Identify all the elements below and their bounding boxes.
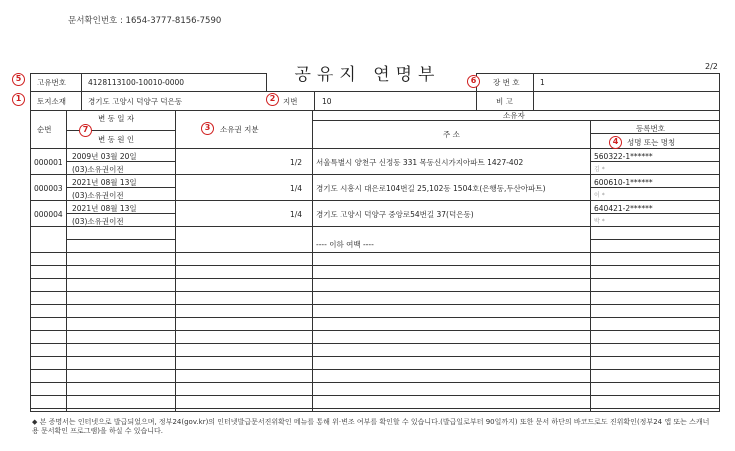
- grid-line: [30, 252, 720, 253]
- annotation-badge-4: 4: [609, 136, 622, 149]
- grid-line: [66, 317, 175, 318]
- row-cause: (03)소유권이전: [72, 217, 124, 226]
- annotation-badge-6: 6: [467, 75, 480, 88]
- grid-line: [66, 343, 175, 344]
- row-name: 김 *: [594, 166, 605, 173]
- annotation-badge-7: 7: [79, 124, 92, 137]
- grid-line: [30, 200, 720, 201]
- col-seq: 순번: [37, 125, 52, 134]
- sheet-value: 1: [540, 78, 545, 87]
- grid-line: [66, 369, 175, 370]
- unique-no-label: 고유번호: [37, 78, 66, 87]
- row-date: 2021년 08월 13일: [72, 178, 137, 187]
- row-reg-no: 560322-1******: [594, 152, 653, 161]
- row-address: 경기도 고양시 덕양구 중앙로54번길 37(덕은동): [316, 210, 474, 219]
- document-check-number: 문서확인번호 : 1654-3777-8156-7590: [68, 16, 222, 26]
- row-name: 박 *: [594, 218, 605, 225]
- annotation-badge-1: 1: [12, 93, 25, 106]
- annotation-badge-5: 5: [12, 73, 25, 86]
- row-date: 2021년 08월 13일: [72, 204, 137, 213]
- grid-line: [66, 161, 175, 162]
- grid-line: [66, 239, 175, 240]
- grid-line: [590, 291, 719, 292]
- row-cause: (03)소유권이전: [72, 191, 124, 200]
- end-of-list-note: ---- 이하 여백 ----: [316, 240, 374, 249]
- row-share: 1/4: [290, 184, 303, 193]
- grid-line: [30, 174, 720, 175]
- lot-value: 10: [322, 97, 332, 106]
- row-seq: 000003: [34, 184, 63, 193]
- sheet-label: 장 번 호: [493, 78, 520, 87]
- location-value: 경기도 고양시 덕양구 덕은동: [88, 97, 183, 106]
- grid-line: [66, 265, 175, 266]
- row-address: 서울특별시 양천구 신정동 331 목동신시가지아파트 1427-402: [316, 158, 524, 167]
- row-reg-no: 600610-1******: [594, 178, 653, 187]
- remarks-label: 비 고: [496, 97, 513, 106]
- row-name: 이 *: [594, 192, 605, 199]
- grid-line: [30, 382, 720, 383]
- grid-line: [66, 395, 175, 396]
- grid-line: [590, 265, 719, 266]
- footer-notice: ◆ 본 증명서는 인터넷으로 발급되었으며, 정부24(gov.kr)의 인터넷발급문서진위확인 메뉴를 통해 위·변조 여부를 확인할 수 있습니다.(발급일로부터 90일까지) 또한 문서 하단의 바코드로도 진위확인(정부24 앱 또는 스캐너용 문서확인 프로그램)을 하실 수 있습니다.: [32, 418, 710, 435]
- grid-line: [30, 226, 720, 227]
- grid-line: [30, 408, 720, 409]
- row-share: 1/2: [290, 158, 303, 167]
- annotation-badge-2: 2: [266, 93, 279, 106]
- grid-line: [590, 395, 719, 396]
- grid-line: [30, 356, 720, 357]
- col-owner: 소유자: [503, 111, 525, 120]
- grid-line: [66, 187, 175, 188]
- row-address: 경기도 시흥시 대은로104번길 25,102동 1504호(은행동,두산아파트): [316, 184, 546, 193]
- grid-line: [30, 278, 720, 279]
- grid-line: [590, 343, 719, 344]
- grid-line: [590, 213, 719, 214]
- grid-line: [590, 317, 719, 318]
- grid-line: [590, 239, 719, 240]
- lot-label: 지번: [283, 97, 298, 106]
- grid-line: [30, 304, 720, 305]
- col-reg-no: 등록번호: [636, 124, 665, 133]
- grid-line: [590, 369, 719, 370]
- row-share: 1/4: [290, 210, 303, 219]
- grid-line: [590, 161, 719, 162]
- col-name: 성명 또는 명칭: [627, 138, 676, 147]
- row-date: 2009년 03월 20일: [72, 152, 137, 161]
- col-change-cause: 변 동 원 인: [98, 135, 135, 144]
- grid-line: [66, 213, 175, 214]
- page-title: 공유지 연명부: [294, 65, 441, 85]
- col-address: 주 소: [443, 130, 460, 139]
- col-share: 소유권 지분: [220, 125, 259, 134]
- grid-line: [590, 187, 719, 188]
- annotation-badge-3: 3: [201, 122, 214, 135]
- grid-line: [66, 291, 175, 292]
- location-label: 토지소재: [37, 97, 66, 106]
- row-seq: 000004: [34, 210, 63, 219]
- page-indicator: 2/2: [705, 62, 718, 71]
- row-cause: (03)소유권이전: [72, 165, 124, 174]
- row-seq: 000001: [34, 158, 63, 167]
- grid-line: [30, 330, 720, 331]
- row-reg-no: 640421-2******: [594, 204, 653, 213]
- col-change-date: 변 동 일 자: [98, 114, 135, 123]
- unique-no-value: 4128113100-10010-0000: [88, 78, 185, 87]
